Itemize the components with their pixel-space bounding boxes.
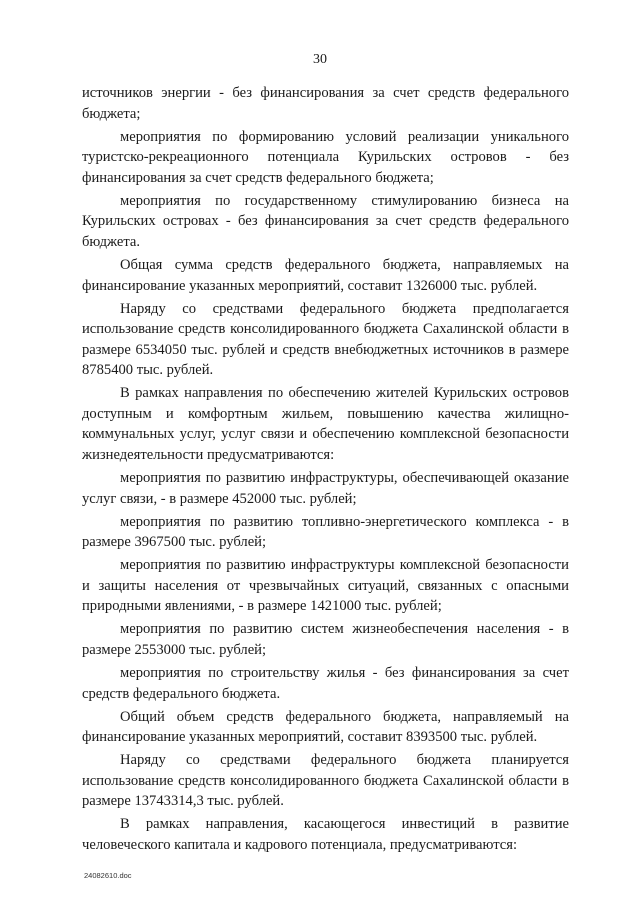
paragraph: Общая сумма средств федерального бюджета, направляемых на финансирование указанных мероприятий, составит 1326000 тыс. рублей. bbox=[82, 256, 569, 294]
paragraph: Общий объем средств федерального бюджета, направляемый на финансирование указанных мероприятий, составит 8393500 тыс. рублей. bbox=[82, 708, 569, 746]
paragraph: мероприятия по развитию инфраструктуры, обеспечивающей оказание услуг связи, - в размере 452000 тыс. рублей; bbox=[82, 470, 569, 507]
paragraph: В рамках направления по обеспечению жителей Курильских островов доступным и комфортным жильем, повышению качества жилищно-коммунальных услуг, услуг связи и обеспечению комплексной безопасности жизнедеятельности предусматриваются: bbox=[82, 385, 569, 464]
body-text bbox=[82, 83, 569, 858]
paragraph: мероприятия по развитию систем жизнеобеспечения населения - в размере 2553000 тыс. рублей; bbox=[82, 621, 569, 658]
paragraph: мероприятия по государственному стимулированию бизнеса на Курильских островах - без финансирования за счет средств федерального бюджета. bbox=[82, 192, 569, 250]
paragraph: Наряду со средствами федерального бюджета планируется использование средств консолидированного бюджета Сахалинской области в размере 13743314,3 тыс. рублей. bbox=[82, 752, 569, 810]
paragraph: Наряду со средствами федерального бюджета предполагается использование средств консолидированного бюджета Сахалинской области в размере 6534050 тыс. рублей и средств внебюджетных источников в размере 8785400 тыс. рублей. bbox=[82, 300, 569, 379]
paragraph: мероприятия по формированию условий реализации уникального туристско-рекреационного потенциала Курильских островов - без финансирования за счет средств федерального бюджета; bbox=[82, 128, 569, 186]
paragraph: источников энергии - без финансирования за счет средств федерального бюджета; bbox=[82, 85, 569, 122]
paragraph: мероприятия по строительству жилья - без финансирования за счет средств федерального бюджета. bbox=[82, 664, 569, 702]
paragraph: В рамках направления, касающегося инвестиций в развитие человеческого капитала и кадрового потенциала, предусматриваются: bbox=[82, 816, 569, 853]
page-number: 30 bbox=[313, 52, 327, 67]
footer-document-code: 24082610.doc bbox=[84, 871, 132, 880]
paragraph: мероприятия по развитию инфраструктуры комплексной безопасности и защиты населения от чрезвычайных ситуаций, связанных с опасными природными явлениями, - в размере 1421000 тыс. рублей; bbox=[82, 557, 569, 615]
paragraph: мероприятия по развитию топливно-энергетического комплекса - в размере 3967500 тыс. рублей; bbox=[82, 513, 569, 551]
